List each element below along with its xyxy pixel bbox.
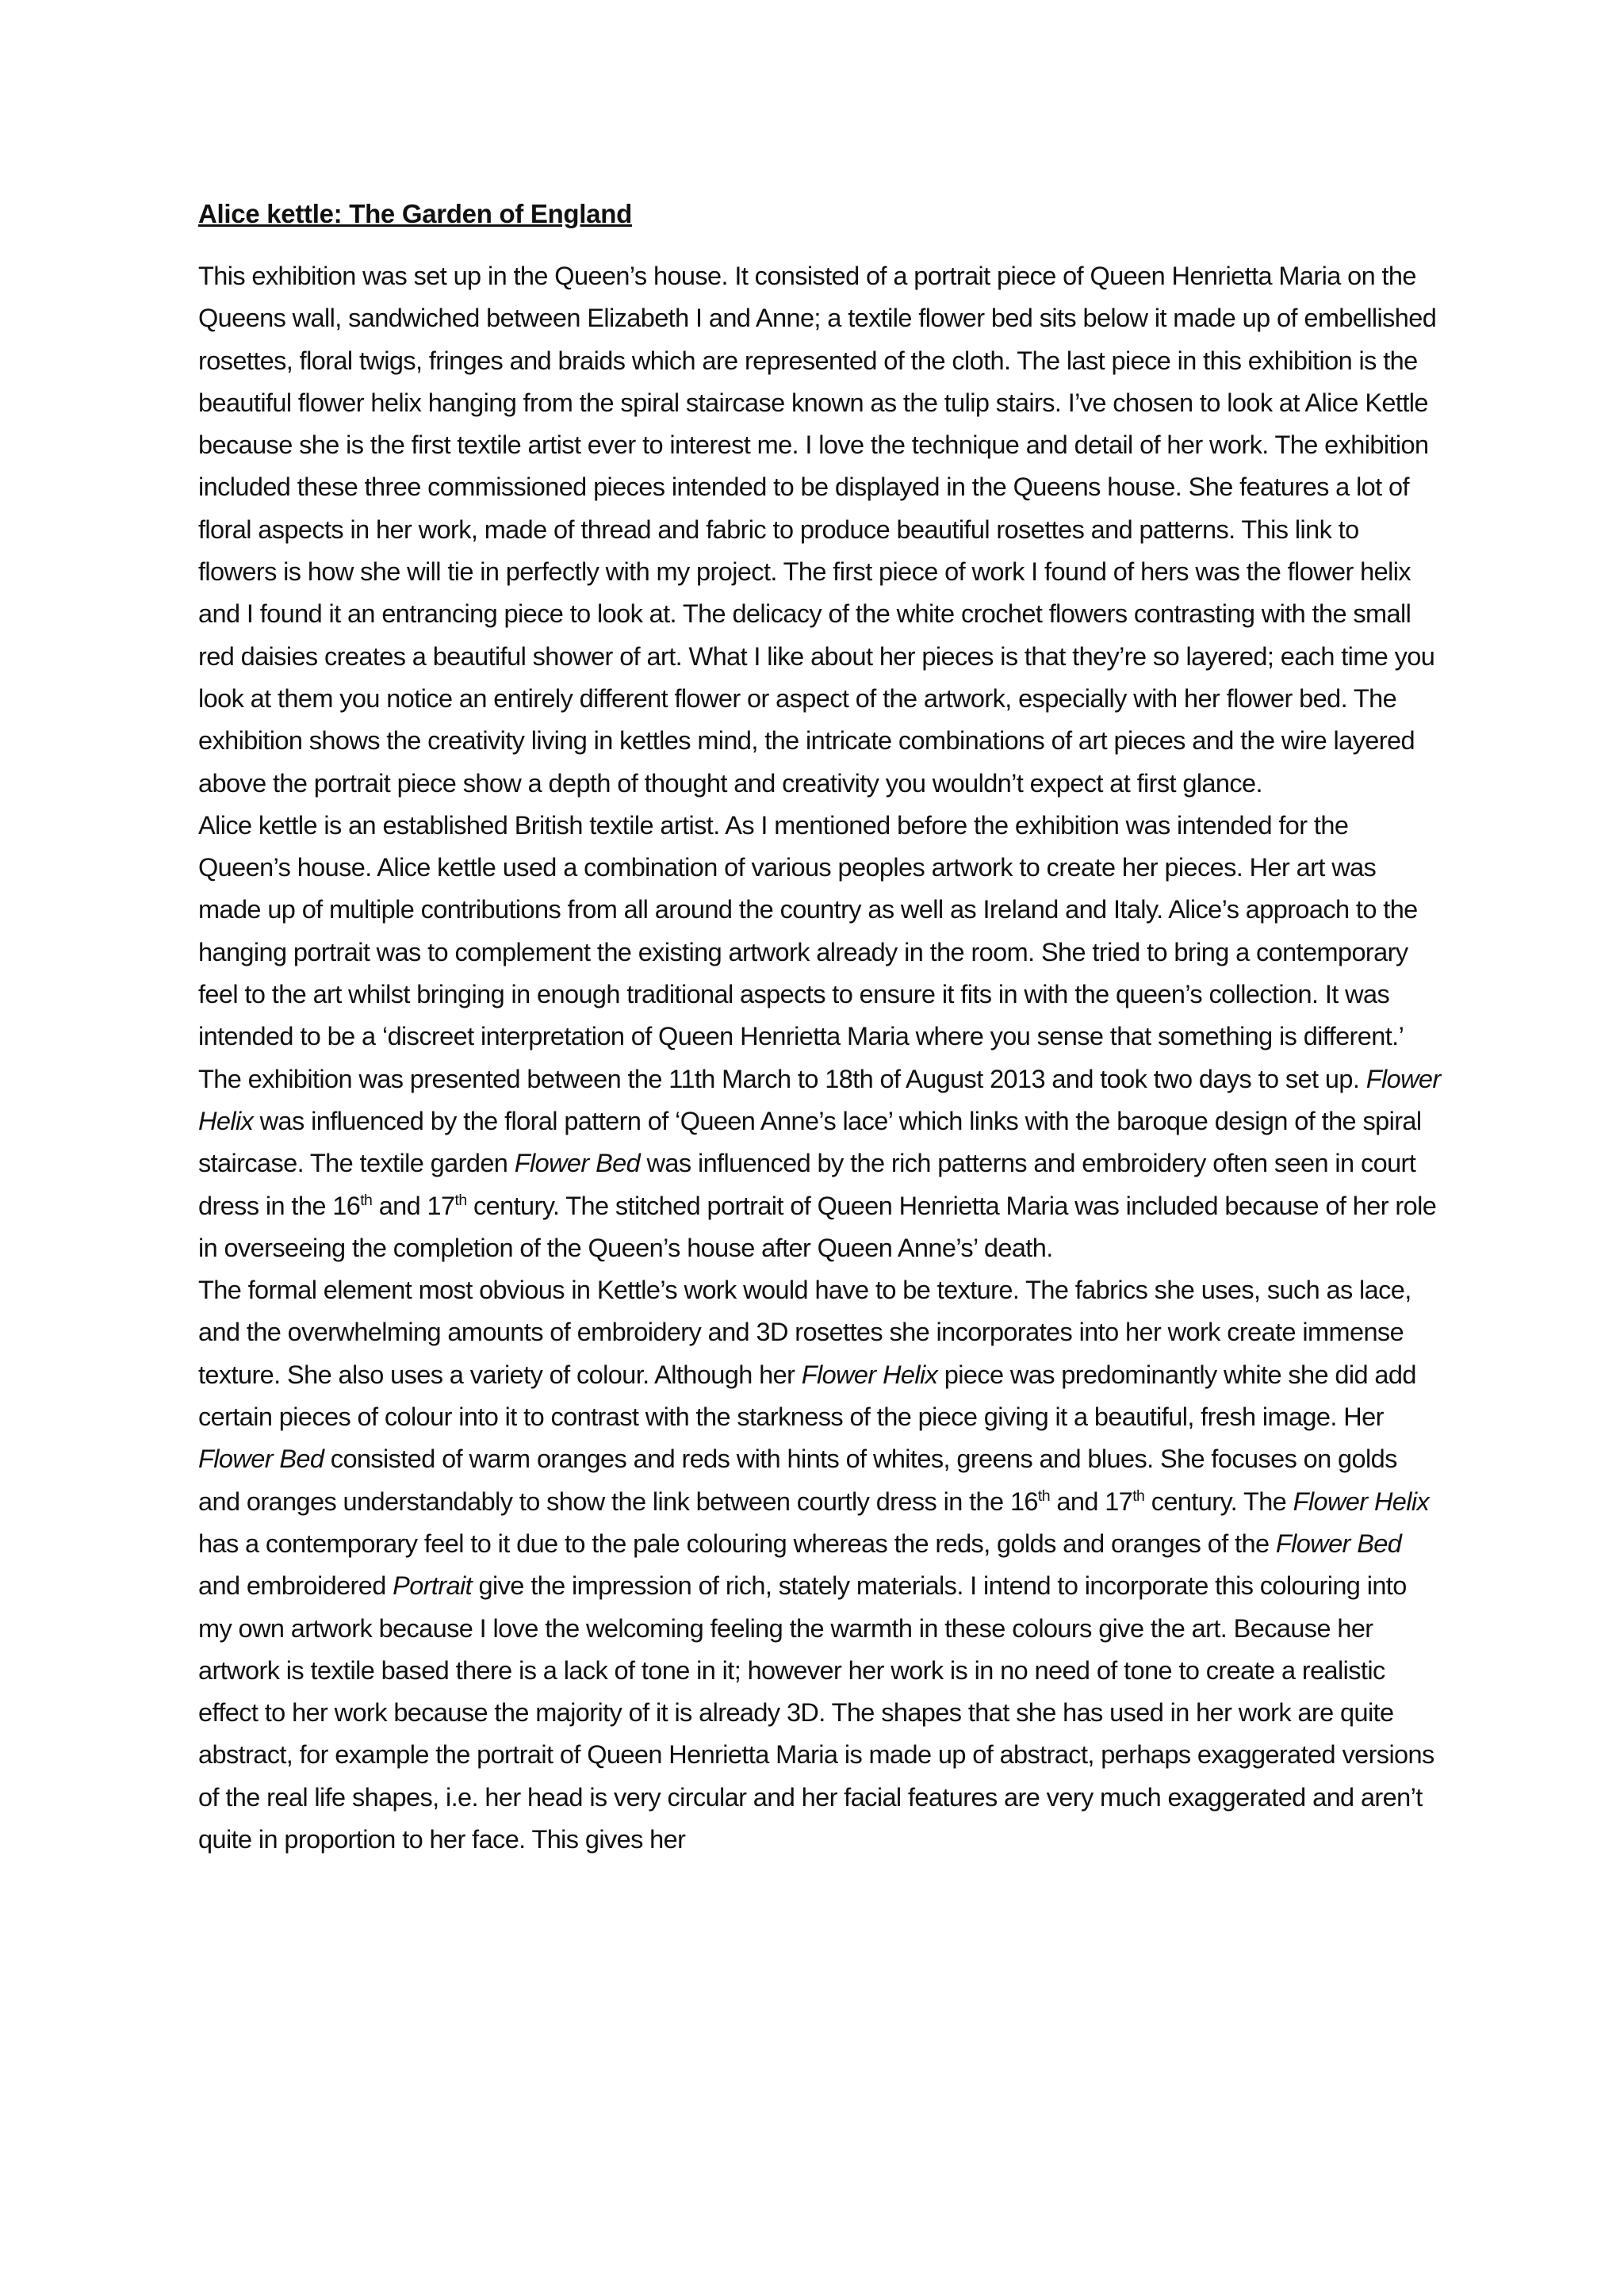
- paragraph-3: [198, 1269, 1443, 1861]
- paragraph-1: [198, 255, 1443, 805]
- italic-title-text: Flower Bed: [198, 1445, 324, 1474]
- ordinal-suffix: th: [1037, 1487, 1050, 1505]
- italic-title-text: Flower Helix: [1293, 1487, 1430, 1516]
- body-text: and 17: [372, 1191, 455, 1220]
- body-text: consisted of warm oranges and reds with hints of whites, greens and blues. She focuses on golds and oranges understandably to show the link between courtly dress in the 16: [198, 1445, 1397, 1516]
- italic-title-text: Flower Bed: [514, 1149, 641, 1178]
- ordinal-suffix: th: [1132, 1487, 1145, 1505]
- document-title: Alice kettle: The Garden of England: [198, 199, 632, 228]
- body-text: The formal element most obvious in Kettle’s work would have to be texture. The fabrics she uses, such as lace, and the overwhelming amounts of embroidery and 3D rosettes she incorporates into her work create immense texture. She also uses a variety of colour. Although her: [198, 1276, 1411, 1389]
- body-text: piece was predominantly white she did add certain pieces of colour into it to contrast with the starkness of the piece giving it a beautiful, fresh image. Her: [198, 1360, 1416, 1432]
- body-text: This exhibition was set up in the Queen’s house. It consisted of a portrait piece of Queen Henrietta Maria on the Queens wall, sandwiched between Elizabeth I and Anne; a textile flower bed sits below it made up of embellished rosettes, floral twigs, fringes and braids which are represented of the cloth. The last piece in this exhibition is the beautiful flower helix hanging from the spiral staircase known as the tulip stairs. I’ve chosen to look at Alice Kettle because she is the first textile artist ever to interest me. I love the technique and detail of her work. The exhibition included these three commissioned pieces intended to be displayed in the Queens house. She features a lot of floral aspects in her work, made of thread and fabric to produce beautiful rosettes and patterns. This link to flowers is how she will tie in perfectly with my project. The first piece of work I found of hers was the flower helix and I found it an entrancing piece to look at. The delicacy of the white crochet flowers contrasting with the small red daisies creates a beautiful shower of art. What I like about her pieces is that they’re so layered; each time you look at them you notice an entirely different flower or aspect of the artwork, especially with her flower bed. The exhibition shows the creativity living in kettles mind, the intricate combinations of art pieces and the wire layered above the portrait piece show a depth of thought and creativity you wouldn’t expect at first glance.: [198, 262, 1437, 798]
- italic-title-text: Flower Helix: [801, 1360, 938, 1389]
- body-text: century. The stitched portrait of Queen Henrietta Maria was included because of her role in overseeing the completion of the Queen’s house after Queen Anne’s’ death.: [198, 1191, 1437, 1262]
- paragraph-2: [198, 805, 1443, 1269]
- body-text: century. The: [1144, 1487, 1293, 1516]
- body-text: has a contemporary feel to it due to the pale colouring whereas the reds, golds and oranges of the: [198, 1529, 1276, 1558]
- document-body: [198, 190, 1443, 1861]
- body-text: was influenced by the floral pattern of ‘Queen Anne’s lace’ which links with the baroque design of the spiral staircase. The textile garden: [198, 1106, 1422, 1178]
- ordinal-suffix: th: [360, 1191, 373, 1209]
- italic-title-text: Flower Bed: [1275, 1529, 1402, 1558]
- body-text: and 17: [1049, 1487, 1133, 1516]
- body-text: was influenced by the rich patterns and embroidery often seen in court dress in the 16: [198, 1149, 1416, 1220]
- ordinal-suffix: th: [454, 1191, 467, 1209]
- italic-title-text: Flower Helix: [198, 1064, 1441, 1135]
- body-text: give the impression of rich, stately materials. I intend to incorporate this colouring into my own artwork because I love the welcoming feeling the warmth in these colours give the art. Because her artwork is textile based there is a lack of tone in it; however her work is in no need of tone to create a realistic effect to her work because the majority of it is already 3D. The shapes that she has used in her work are quite abstract, for example the portrait of Queen Henrietta Maria is made up of abstract, perhaps exaggerated versions of the real life shapes, i.e. her head is very circular and her facial features are very much exaggerated and aren’t quite in proportion to her face. This gives her: [198, 1571, 1434, 1854]
- italic-title-text: Portrait: [393, 1571, 473, 1601]
- body-text: and embroidered: [198, 1571, 393, 1601]
- body-text: Alice kettle is an established British textile artist. As I mentioned before the exhibition was intended for the Queen’s house. Alice kettle used a combination of various peoples artwork to create her pieces. Her art was made up of multiple contributions from all around the country as well as Ireland and Italy. Alice’s approach to the hanging portrait was to complement the existing artwork already in the room. She tried to bring a contemporary feel to the art whilst bringing in enough traditional aspects to ensure it fits in with the queen’s collection. It was intended to be a ‘discreet interpretation of Queen Henrietta Maria where you sense that something is different.’ The exhibition was presented between the 11th March to 18th of August 2013 and took two days to set up.: [198, 810, 1418, 1093]
